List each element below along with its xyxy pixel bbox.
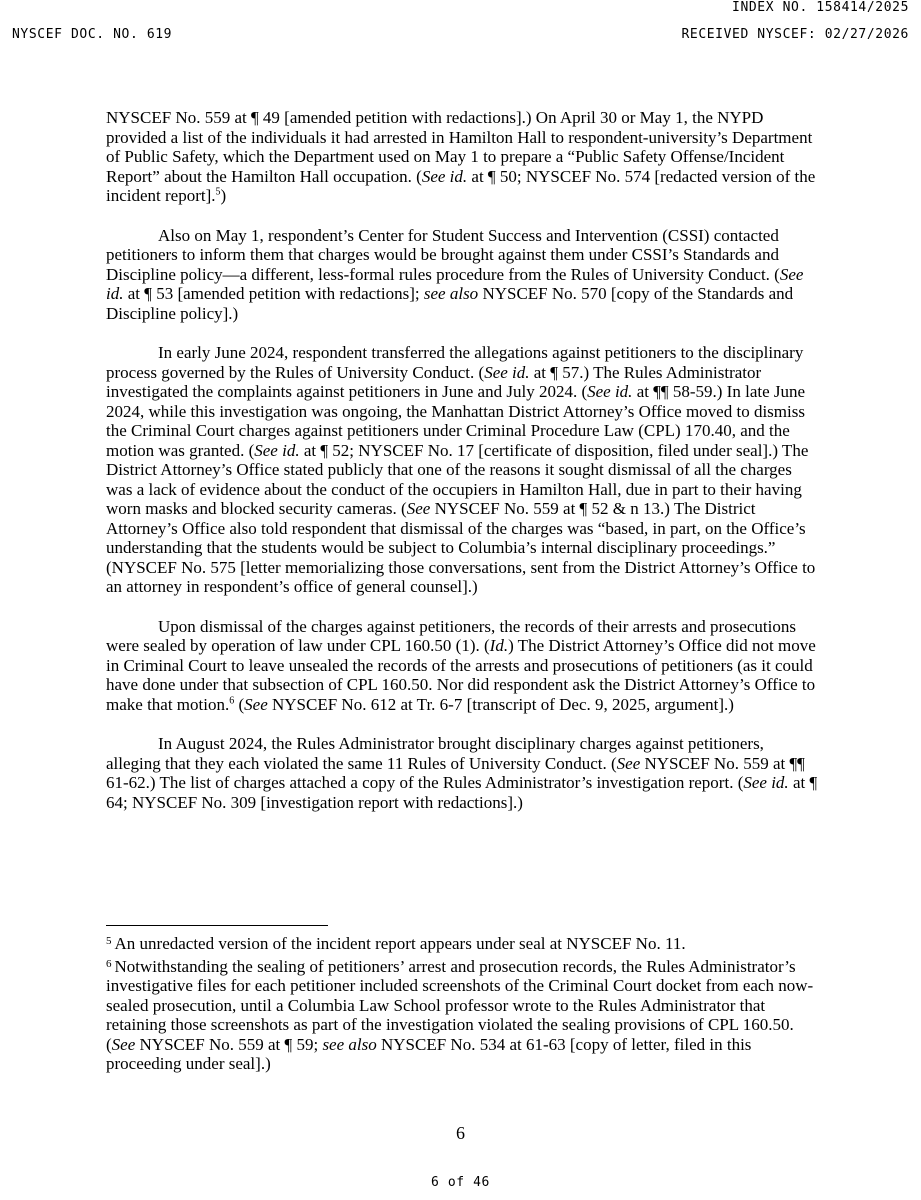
italic-citation: See: [616, 753, 641, 773]
footnotes: [106, 934, 818, 1077]
text-run: Also on May 1, respondent’s Center for Student Success and Intervention (CSSI) contacted petitioners to inform them that charges would be brought against them under CSSI’s Standards and Discipline policy—a different, less-formal rules procedure from the Rules of University Conduct. (: [106, 225, 780, 284]
footnote-ref-5: 5: [215, 186, 221, 198]
footnote-text: An unredacted version of the incident report appears under seal at NYSCEF No. 11.: [114, 934, 686, 953]
italic-citation: see also: [322, 1034, 377, 1054]
italic-citation: see also: [423, 284, 479, 303]
text-run: at ¶ 53 [amended petition with redactions];: [123, 284, 424, 303]
page-number: 6: [456, 1123, 465, 1143]
text-run: NYSCEF No. 559 at ¶¶ 61-62.) The list of charges attached a copy of the Rules Administrator’s investigation report. (: [106, 753, 805, 792]
text-run: at ¶¶ 58-59.) In late June 2024, while this investigation was ongoing, the Manhattan District Attorney’s Office moved to dismiss the Criminal Court charges against petitioners under Criminal Procedure Law (CPL) 170.40, and the motion was granted. (: [106, 382, 806, 460]
text-run: NYSCEF No. 612 at Tr. 6-7 [transcript of Dec. 9, 2025, argument].): [267, 694, 734, 714]
document-body: [106, 108, 818, 812]
footnote-number: 5: [106, 935, 112, 947]
text-run: at ¶ 64; NYSCEF No. 309 [investigation report with redactions].): [106, 773, 818, 812]
text-run: (: [234, 694, 245, 714]
paragraph-3: [106, 343, 818, 597]
text-run: ) The District Attorney’s Office did not move in Criminal Court to leave unsealed the records of the arrests and prosecutions of petitioners (as it could have done under that subsection of CPL 160.50. Nor did respondent ask the District Attorney’s Office to make that motion.: [106, 636, 816, 714]
text-run: ): [220, 186, 227, 205]
text-run: NYSCEF No. 559 at ¶ 49 [amended petition with redactions].) On April 30 or May 1, the NYPD provided a list of the individuals it had arrested in Hamilton Hall to respondent-university’s Department of Public Safety, which the Department used on May 1 to prepare a “Public Safety Offense/Incident Report” about the Hamilton Hall occupation. (: [106, 108, 813, 186]
footnote-number: 6: [106, 957, 112, 970]
page-count: 6 of 46: [431, 1175, 490, 1190]
text-run: at ¶ 57.) The Rules Administrator investigated the complaints against petitioners in June and July 2024. (: [106, 362, 762, 401]
footnote-6: [106, 957, 818, 1074]
footnote-divider: [106, 925, 328, 926]
footnote-text: NYSCEF No. 559 at ¶ 59;: [135, 1034, 323, 1054]
italic-citation: See id.: [743, 773, 789, 792]
text-run: NYSCEF No. 559 at ¶ 52 & n 13.) The District Attorney’s Office also told respondent that dismissal of the charges was “based, in part, on the Office’s understanding that the students would be subject to Columbia’s internal disciplinary proceedings.” (NYSCEF No. 575 [letter memorializing those conversations, sent from the District Attorney’s Office to an attorney in respondent’s office of general counsel].): [106, 499, 816, 596]
footnote-text: NYSCEF No. 534 at 61-63 [copy of letter, filed in this proceeding under seal].): [106, 1034, 752, 1073]
text-run: NYSCEF No. 570 [copy of the Standards and Discipline policy].): [106, 284, 794, 323]
index-number: INDEX NO. 158414/2025: [732, 0, 909, 15]
italic-citation: See: [244, 694, 268, 714]
received-date: RECEIVED NYSCEF: 02/27/2026: [681, 27, 909, 42]
footnote-ref-6: 6: [229, 694, 235, 706]
text-run: at ¶ 50; NYSCEF No. 574 [redacted version of the incident report].: [106, 166, 816, 205]
text-run: Upon dismissal of the charges against petitioners, the records of their arrests and prosecutions were sealed by operation of law under CPL 160.50 (1). (: [106, 616, 796, 655]
italic-citation: Id.: [489, 636, 509, 655]
italic-citation: See id.: [587, 382, 633, 401]
italic-citation: See id.: [484, 362, 530, 382]
text-run: In early June 2024, respondent transferred the allegations against petitioners to the disciplinary process governed by the Rules of University Conduct. (: [106, 343, 804, 382]
italic-citation: See id.: [254, 440, 300, 460]
text-run: at ¶ 52; NYSCEF No. 17 [certificate of disposition, filed under seal].) The District Attorney’s Office stated publicly that one of the reasons it sought dismissal of all the charges was a lack of evidence about the conduct of the occupiers in Hamilton Hall, due in part to their having worn masks and blocked security cameras. (: [106, 440, 809, 518]
italic-citation: See id.: [106, 264, 804, 303]
italic-citation: See: [406, 499, 431, 518]
doc-number: NYSCEF DOC. NO. 619: [12, 27, 173, 42]
footnote-5: [106, 934, 818, 954]
paragraph-1: [106, 108, 818, 206]
italic-citation: See: [111, 1034, 136, 1054]
footnote-text: Notwithstanding the sealing of petitioners’ arrest and prosecution records, the Rules Administrator’s investigative files for each petitioner included screenshots of the Criminal Court docket from each now-sealed prosecution, until a Columbia Law School professor wrote to the Rules Administrator that retaining those screenshots as part of the investigation violated the sealing provisions of CPL 160.50. (: [106, 956, 814, 1054]
text-run: In August 2024, the Rules Administrator brought disciplinary charges against petitioners, alleging that they each violated the same 11 Rules of University Conduct. (: [106, 734, 764, 773]
paragraph-4: [106, 617, 818, 715]
paragraph-5: [106, 734, 818, 812]
italic-citation: See id.: [421, 166, 468, 186]
paragraph-2: [106, 226, 818, 324]
